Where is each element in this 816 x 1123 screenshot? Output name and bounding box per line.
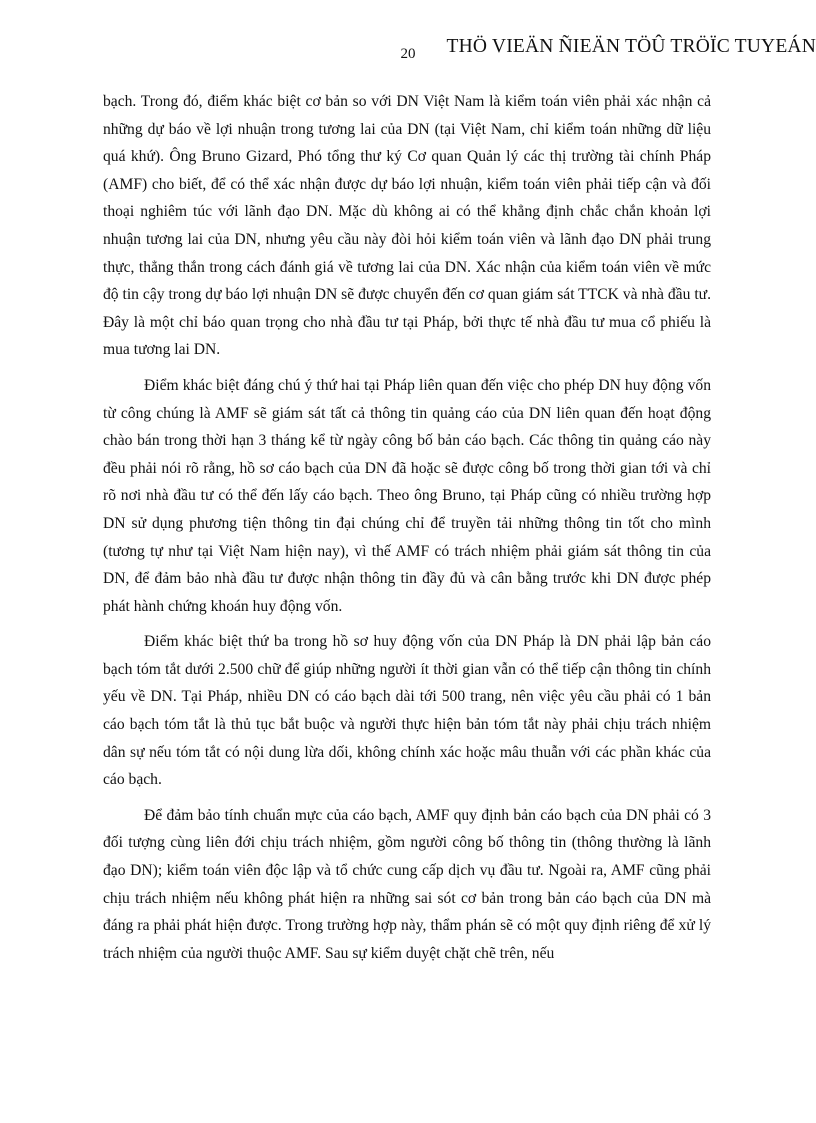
running-header-title: THÖ VIEÄN ÑIEÄN TÖÛ TRÖÏC TUYEÁN	[446, 36, 816, 57]
page-number: 20	[400, 46, 416, 62]
document-body	[103, 88, 711, 975]
paragraph-4: Để đảm bảo tính chuẩn mực của cáo bạch, AMF quy định bản cáo bạch của DN phải có 3 đối tượng cùng liên đới chịu trách nhiệm, gồm người công bố thông tin (thông thường là lãnh đạo DN); kiểm toán viên độc lập và tổ chức cung cấp dịch vụ đầu tư. Ngoài ra, AMF cũng phải chịu trách nhiệm nếu không phát hiện ra những sai sót cơ bản trong bản cáo bạch của DN mà đáng ra phải phát hiện được. Trong trường hợp này, thẩm phán sẽ có một quy định riêng để xử lý trách nhiệm của người thuộc AMF. Sau sự kiểm duyệt chặt chẽ trên, nếu	[103, 806, 711, 962]
paragraph-2: Điểm khác biệt đáng chú ý thứ hai tại Pháp liên quan đến việc cho phép DN huy động vốn từ công chúng là AMF sẽ giám sát tất cả thông tin quảng cáo của DN liên quan đến hoạt động chào bán trong thời hạn 3 tháng kể từ ngày công bố bản cáo bạch. Các thông tin quảng cáo này đều phải nói rõ rằng, hồ sơ cáo bạch của DN đã hoặc sẽ được công bố trong thời gian tới và chỉ rõ nơi nhà đầu tư có thể đến lấy cáo bạch. Theo ông Bruno, tại Pháp cũng có nhiều trường hợp DN sử dụng phương tiện thông tin đại chúng chỉ để truyền tải những thông tin tốt cho mình (tương tự như tại Việt Nam hiện nay), vì thế AMF có trách nhiệm phải giám sát thông tin của DN, để đảm bảo nhà đầu tư được nhận thông tin đầy đủ và cân bằng trước khi DN được phép phát hành chứng khoán huy động vốn.	[103, 376, 711, 615]
paragraph-3: Điểm khác biệt thứ ba trong hồ sơ huy động vốn của DN Pháp là DN phải lập bản cáo bạch tóm tắt dưới 2.500 chữ để giúp những người ít thời gian vẫn có thể tiếp cận thông tin chính yếu về DN. Tại Pháp, nhiều DN có cáo bạch dài tới 500 trang, nên việc yêu cầu phải có 1 bản cáo bạch tóm tắt là thủ tục bắt buộc và người thực hiện bản tóm tắt này phải chịu trách nhiệm dân sự nếu tóm tắt có nội dung lừa dối, không chính xác hoặc mâu thuẫn với các phần khác của cáo bạch.	[103, 633, 711, 789]
paragraph-1: bạch. Trong đó, điểm khác biệt cơ bản so với DN Việt Nam là kiểm toán viên phải xác nhận cả những dự báo về lợi nhuận trong tương lai của DN (tại Việt Nam, chỉ kiểm toán những dữ liệu quá khứ). Ông Bruno Gizard, Phó tổng thư ký Cơ quan Quản lý các thị trường tài chính Pháp (AMF) cho biết, để có thể xác nhận được dự báo lợi nhuận, kiểm toán viên phải tiếp cận và đối thoại nghiêm túc với lãnh đạo DN. Mặc dù không ai có thể khẳng định chắc chắn khoản lợi nhuận tương lai của DN, nhưng yêu cầu này đòi hỏi kiểm toán viên và lãnh đạo DN phải trung thực, thẳng thắn trong cách đánh giá về tương lai của DN. Xác nhận của kiểm toán viên về mức độ tin cậy trong dự báo lợi nhuận DN sẽ được chuyển đến cơ quan giám sát TTCK và nhà đầu tư. Đây là một chỉ báo quan trọng cho nhà đầu tư tại Pháp, bởi thực tế nhà đầu tư mua cổ phiếu là mua tương lai DN.	[103, 93, 711, 359]
